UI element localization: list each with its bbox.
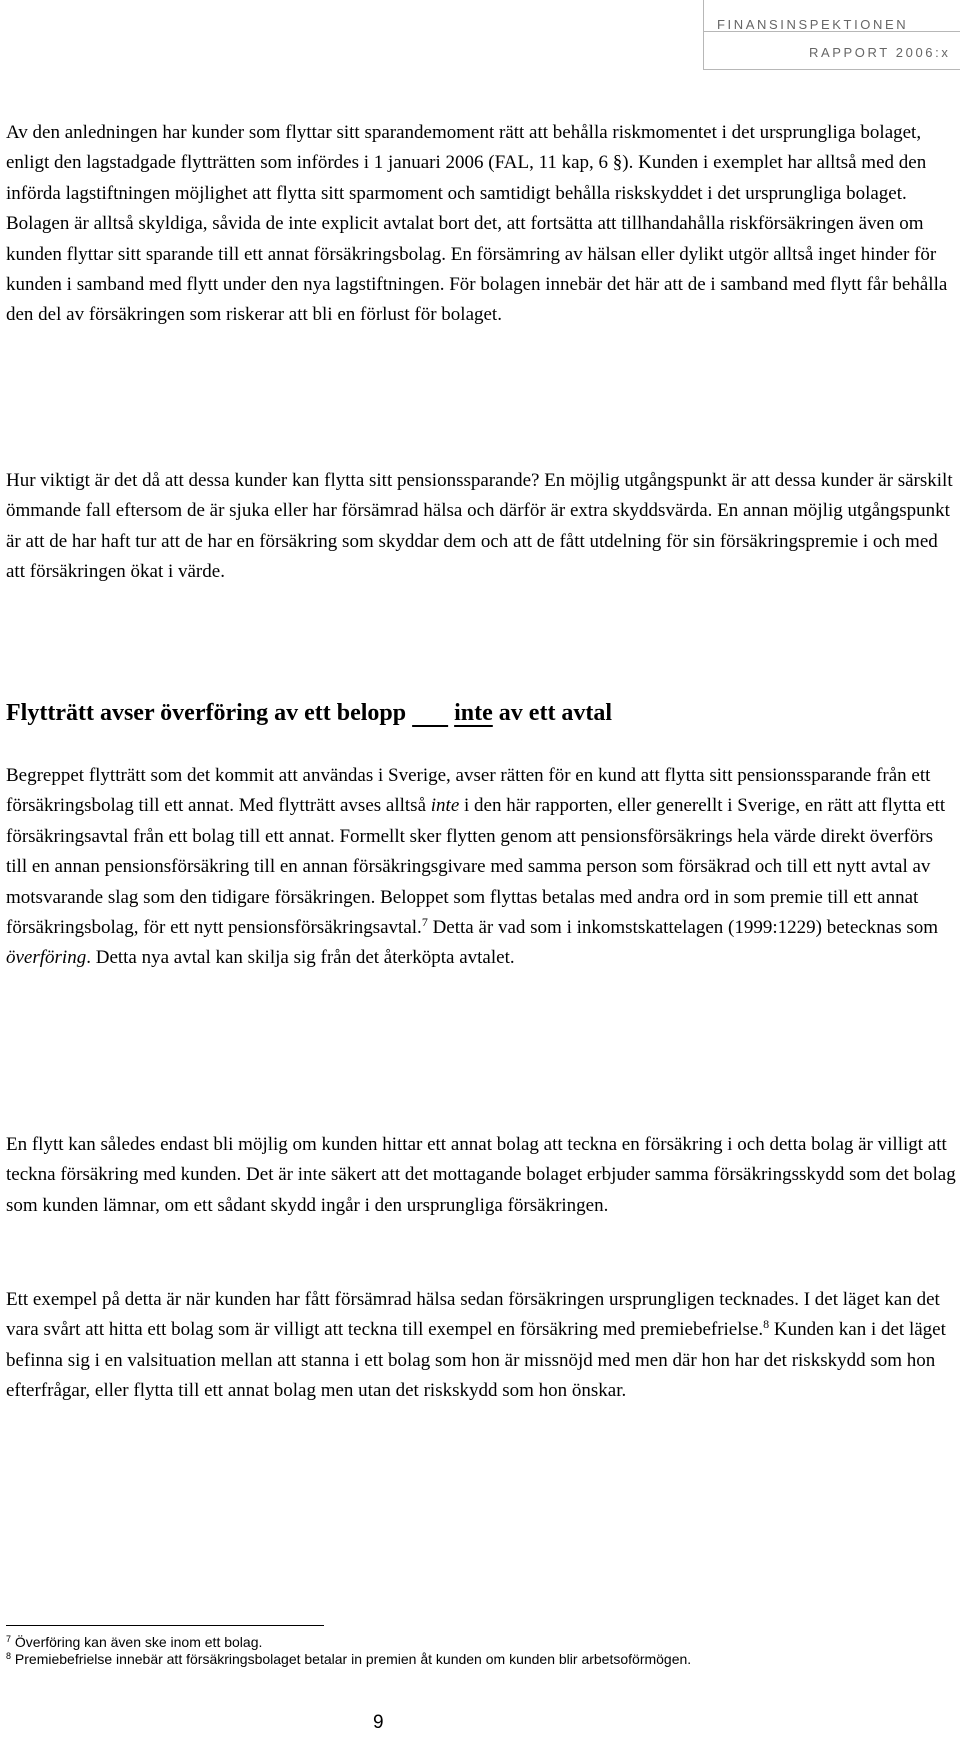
p5-text-b: Kunden kan i det läget befinna sig i en valsituation mellan att stanna i ett bolag som hon är missnöjd med men där hon har det riskskydd som hon efterfrågar, eller flytta till ett annat bolag men utan det riskskydd som hon önskar.: [6, 1319, 946, 1402]
header-report-number: RAPPORT 2006:x: [703, 32, 960, 70]
footnote-7: [6, 1634, 906, 1651]
heading-part-1: Flytträtt avser överföring av ett belopp: [6, 700, 407, 726]
p3-emphasis-overforing: överföring: [6, 947, 87, 969]
paragraph-5: [6, 1285, 956, 1407]
p5-text-a: Ett exempel på detta är när kunden har fått försämrad hälsa sedan försäkringen ursprungligen tecknades. I det läget kan det vara svårt att hitta ett bolag som är villigt att teckna till exempel en försäkring med premiebefrielse.: [6, 1289, 940, 1341]
paragraph-3: [6, 761, 956, 974]
p3-text-d: . Detta nya avtal kan skilja sig från det återköpta avtalet.: [86, 947, 515, 969]
page-number: 9: [373, 1712, 384, 1733]
paragraph-2: Hur viktigt är det då att dessa kunder kan flytta sitt pensionssparande? En möjlig utgångspunkt är att dessa kunder är särskilt ömmande fall eftersom de är sjuka eller har försämrad hälsa och därför är extra skyddsvärda. En annan möjlig utgångspunkt är att de har haft tur att de har en försäkring som skyddar dem och att de fått utdelning för sin försäkringspremie i och med att försäkringen ökat i värde.: [6, 470, 953, 583]
section-heading: [6, 698, 612, 728]
paragraph-1: Av den anledningen har kunder som flyttar sitt sparandemoment rätt att behålla riskmomentet i det ursprungliga bolaget, enligt den lagstadgade flytträtten som infördes i 1 januari 2006 (FAL, 11 kap, 6 §). Kunden i exemplet har alltså med den införda lagstiftningen möjlighet att flytta sitt sparmoment och samtidigt behålla riskskyddet i det ursprungliga bolaget. Bolagen är alltså skyldiga, såvida de inte explicit avtalat bort det, att fortsätta att tillhandahålla riskförsäkringen även om kunden flyttar sitt sparande till ett annat försäkringsbolag. En försämring av hälsan eller dylikt utgör alltså inget hinder för kunden i samband med flytt under den nya lagstiftningen. För bolagen innebär det här att de i samband med flytt får behålla den del av försäkringen som riskerar att bli en förlust för bolaget.: [6, 122, 948, 326]
footnote-8: [6, 1651, 906, 1668]
footnotes: [6, 1634, 906, 1668]
header-organization: FINANSINSPEKTIONEN: [703, 0, 960, 32]
footnote-ref-8[interactable]: 8: [763, 1317, 770, 1332]
footnote-number: 8: [6, 1651, 12, 1661]
paragraph-4: En flytt kan således endast bli möjlig om kunden hittar ett annat bolag att teckna en försäkring i och detta bolag är villigt att teckna försäkring med kunden. Det är inte säkert att det mottagande bolaget erbjuder samma försäkringsskydd som det bolag som kunden lämnar, om ett sådant skydd ingår i den ursprungliga försäkringen.: [6, 1134, 956, 1216]
heading-emphasis: inte: [454, 700, 493, 726]
p3-text-a: Begreppet flytträtt som det kommit att användas i Sverige, avser rätten för en kund att flytta sitt pensionssparande från ett försäkringsbolag till ett annat. Med flytträtt avses alltså: [6, 765, 931, 817]
footnote-text: Premiebefrielse innebär att försäkringsbolaget betalar in premien åt kunden om kunden blir arbetsoförmögen.: [14, 1651, 692, 1667]
footnote-number: 7: [6, 1634, 12, 1644]
footnote-text: Överföring kan även ske inom ett bolag.: [14, 1634, 263, 1650]
p3-emphasis-inte: inte: [430, 795, 460, 817]
page-header: [703, 0, 960, 70]
p3-text-c: Detta är vad som i inkomstskattelagen (1999:1229) betecknas som: [427, 917, 939, 939]
p3-text-b: i den här rapporten, eller generellt i Sverige, en rätt att flytta ett försäkringsavtal från ett bolag till ett annat. Formellt sker flytten genom att pensionsförsäkrings hela värde direkt överförs till en annan pensionsförsäkring till en annan försäkringsgivare med samma person som försäkrad och till ett nytt avtal av motsvarande slag som den tidigare försäkringen. Beloppet som flyttas betalas med andra ord in som premie till ett annat försäkringsbolag, för ett nytt pensionsförsäkringsavtal.: [6, 795, 946, 939]
heading-underline-spacer: [412, 700, 448, 726]
heading-part-2: av ett avtal: [498, 700, 613, 726]
footnote-ref-7[interactable]: 7: [421, 915, 428, 930]
footnote-divider: [6, 1625, 324, 1626]
